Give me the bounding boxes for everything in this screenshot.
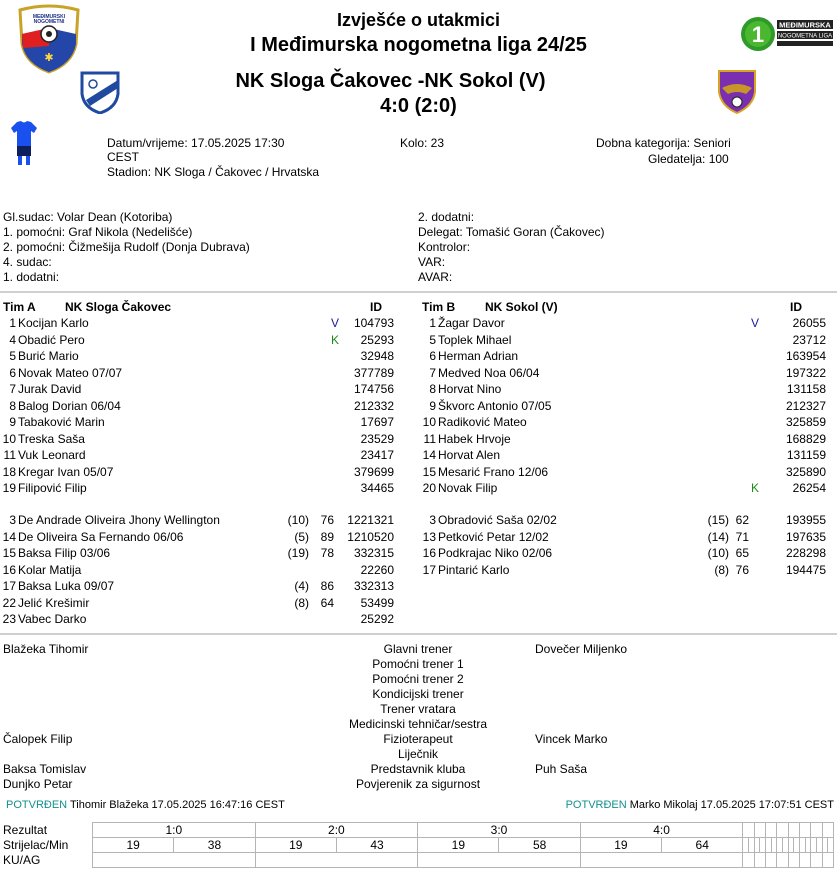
goal-kuag-cell [811, 853, 822, 868]
goal-score-cell [754, 823, 765, 838]
player-name: Novak Filip [438, 481, 498, 495]
player-number: 23 [2, 612, 16, 626]
player-name: Baksa Luka 09/07 [18, 579, 115, 593]
confirmed-by: Marko Mikolaj 17.05.2025 17:07:51 CEST [629, 799, 834, 811]
substitution-minute: 71 [735, 529, 749, 544]
match-timezone: CEST [107, 150, 140, 164]
player-row [414, 348, 824, 365]
player-row [414, 332, 824, 349]
player-number: 17 [422, 562, 436, 577]
player-name: Petković Petar 12/02 [438, 529, 549, 544]
goal-kuag-cell [799, 853, 810, 868]
player-row [0, 447, 404, 464]
player-id: 23417 [360, 448, 394, 462]
player-row [414, 480, 824, 497]
goal-score-cell [766, 823, 777, 838]
player-row [0, 611, 404, 628]
teamA-name: NK Sloga Čakovec [65, 300, 172, 314]
player-row [414, 562, 824, 579]
player-name: Jurak David [18, 382, 82, 396]
player-row [414, 431, 824, 448]
substitution-minute: 65 [735, 546, 749, 560]
goal-minute-cell: 64 [662, 838, 743, 853]
player-name: Mesarić Frano 12/06 [438, 464, 549, 479]
player-row [0, 562, 404, 579]
teamB-label: Tim B [422, 300, 456, 314]
goal-kuag-cell [93, 853, 256, 868]
player-id: 332315 [353, 546, 394, 560]
goal-score-cell: 4:0 [580, 823, 743, 838]
player-number: 10 [2, 431, 16, 446]
goals-grid [92, 822, 834, 868]
player-id: 26254 [792, 481, 826, 495]
replaced-player-number: (19) [287, 546, 309, 560]
goal-kuag-cell [580, 853, 743, 868]
player-row [0, 480, 404, 497]
player-number: 4 [9, 332, 16, 347]
player-number: 14 [2, 529, 16, 544]
player-id: 1210520 [347, 529, 394, 544]
staff-role-label: Medicinski tehničar/sestra [348, 717, 488, 731]
official-additional-1: 1. dodatni: [3, 270, 60, 284]
player-id: 23712 [792, 332, 826, 347]
player-name: De Andrade Oliveira Jhony Wellington [18, 513, 220, 527]
staff-teamB-member: Dovečer Miljenko [535, 642, 628, 656]
player-row [0, 365, 404, 382]
player-id: 17697 [360, 415, 394, 429]
player-row [414, 365, 824, 382]
staff-role-label: Kondicijski trener [372, 687, 464, 701]
player-name: Kolar Matija [18, 562, 82, 577]
player-id: 193955 [785, 513, 826, 527]
captain-mark: K [331, 332, 340, 347]
player-row [414, 398, 824, 415]
player-number: 11 [423, 431, 436, 446]
official-fourth: 4. sudac: [3, 255, 52, 269]
player-id: 26055 [792, 316, 826, 330]
player-number: 13 [422, 529, 436, 544]
player-name: Jelić Krešimir [18, 595, 90, 610]
player-name: Kregar Ivan 05/07 [18, 464, 114, 479]
confirmation-left [6, 799, 285, 811]
replaced-player-number: (10) [287, 513, 309, 527]
staff-role-label: Trener vratara [380, 702, 456, 716]
staff-role-label: Pomoćni trener 2 [372, 672, 464, 686]
player-name: Horvat Nino [438, 382, 502, 396]
player-name: Herman Adrian [438, 349, 519, 363]
goal-scorer-cell: 19 [93, 838, 174, 853]
substitution-minute: 89 [320, 529, 334, 544]
player-id: 194475 [785, 562, 826, 577]
player-row [0, 595, 404, 612]
player-row [0, 315, 404, 332]
official-main-referee: Gl.sudac: Volar Dean (Kotoriba) [3, 210, 173, 224]
player-id: 22260 [360, 562, 394, 577]
player-row [0, 431, 404, 448]
goal-kuag-cell [777, 853, 788, 868]
replaced-player-number: (4) [294, 579, 309, 593]
player-id: 228298 [785, 546, 826, 560]
goal-minute-cell [828, 838, 834, 853]
home-kit-icon [10, 120, 38, 166]
goal-scorer-cell: 19 [418, 838, 499, 853]
official-assistant-1: 1. pomoćni: Graf Nikola (Nedelišće) [3, 225, 193, 239]
player-id: 212332 [353, 398, 394, 413]
player-number: 11 [3, 448, 16, 462]
player-number: 19 [2, 481, 16, 495]
goal-kuag-cell [822, 853, 833, 868]
goal-score-cell [799, 823, 810, 838]
divider [0, 633, 837, 635]
player-number: 16 [2, 562, 16, 577]
staff-teamB-member: Vincek Marko [535, 732, 608, 746]
player-id: 25293 [360, 332, 394, 347]
player-id: 163954 [785, 349, 826, 363]
player-number: 8 [429, 382, 436, 396]
player-id: 212327 [785, 398, 826, 413]
player-number: 9 [9, 415, 16, 429]
player-id: 174756 [353, 382, 394, 396]
player-row [0, 414, 404, 431]
goal-scorer-cell: 19 [580, 838, 661, 853]
player-number: 18 [2, 464, 16, 479]
player-name: Radiković Mateo [438, 415, 527, 429]
player-number: 14 [422, 448, 436, 462]
player-number: 1 [429, 316, 436, 330]
player-id: 131158 [786, 382, 826, 396]
staff-teamB-member: Puh Saša [535, 762, 588, 776]
report-title: Izvješće o utakmici [336, 10, 501, 30]
official-controller: Kontrolor: [418, 240, 471, 254]
official-delegate: Delegat: Tomašić Goran (Čakovec) [418, 225, 605, 239]
player-id: 197322 [785, 365, 826, 380]
svg-text:MEĐIMURSKI: MEĐIMURSKI [32, 14, 66, 20]
staff-role-label: Glavni trener [383, 642, 453, 656]
player-name: De Oliveira Sa Fernando 06/06 [18, 529, 184, 544]
staff-role-label: Povjerenik za sigurnost [355, 777, 481, 791]
player-name: Obadić Pero [18, 332, 85, 347]
player-id: 34465 [360, 481, 394, 495]
goal-kuag-cell [788, 853, 799, 868]
player-number: 15 [422, 464, 436, 479]
teamA-label: Tim A [3, 300, 36, 314]
player-number: 7 [9, 382, 16, 396]
teamB-id-header: ID [790, 300, 802, 314]
player-id: 168829 [785, 431, 826, 446]
player-number: 20 [422, 481, 436, 495]
svg-text:1: 1 [751, 22, 765, 47]
player-id: 32948 [360, 349, 394, 363]
match-title: NK Sloga Čakovec -NK Sokol (V) [235, 70, 546, 92]
replaced-player-number: (8) [714, 562, 729, 577]
player-name: Podkrajac Niko 02/06 [438, 546, 553, 560]
player-id: 23529 [360, 431, 394, 446]
player-name: Filipović Filip [18, 481, 87, 495]
player-row [0, 578, 404, 595]
player-name: Treska Saša [18, 431, 85, 446]
player-name: Medved Noa 06/04 [438, 365, 540, 380]
player-id: 1221321 [347, 513, 394, 527]
player-number: 8 [9, 398, 16, 413]
player-number: 6 [429, 349, 436, 363]
staff-role-label: Pomoćni trener 1 [372, 657, 464, 671]
divider [0, 291, 837, 293]
player-id: 379699 [353, 464, 394, 479]
player-id: 197635 [785, 529, 826, 544]
player-number: 1 [9, 316, 16, 330]
goal-score-cell [777, 823, 788, 838]
player-name: Vabec Darko [18, 612, 87, 626]
goal-kuag-cell [766, 853, 777, 868]
goal-score-cell [743, 823, 754, 838]
player-row [0, 529, 404, 546]
replaced-player-number: (5) [294, 529, 309, 544]
player-row [414, 447, 824, 464]
goals-row-label-result: Rezultat [3, 823, 48, 837]
player-number: 5 [429, 332, 436, 347]
player-row [0, 332, 404, 349]
official-additional-2: 2. dodatni: [418, 210, 475, 224]
substitution-minute: 78 [320, 546, 334, 560]
staff-role-label: Fizioterapeut [383, 732, 453, 746]
player-number: 7 [429, 365, 436, 380]
teamB-name: NK Sokol (V) [485, 300, 558, 314]
player-id: 131159 [786, 448, 826, 462]
player-id: 25292 [360, 612, 394, 626]
player-number: 5 [9, 349, 16, 363]
goal-score-cell [822, 823, 833, 838]
player-number: 16 [422, 546, 436, 560]
player-row [414, 315, 824, 332]
substitution-minute: 86 [320, 579, 334, 593]
svg-text:✱: ✱ [44, 52, 54, 64]
player-name: Žagar Davor [438, 316, 505, 330]
goals-row-label-scorer: Strijelac/Min [3, 838, 69, 852]
player-id: 104793 [353, 316, 394, 330]
player-row [414, 545, 824, 562]
confirmation-right [566, 799, 834, 811]
player-row [0, 398, 404, 415]
match-round: Kolo: 23 [400, 136, 445, 150]
substitution-minute: 76 [735, 562, 749, 577]
player-row [0, 545, 404, 562]
goal-minute-cell: 38 [174, 838, 255, 853]
player-row [0, 381, 404, 398]
goals-row-label-kuag: KU/AG [3, 853, 41, 867]
player-number: 15 [2, 546, 16, 560]
player-name: Obradović Saša 02/02 [438, 513, 557, 527]
player-name: Toplek Mihael [438, 332, 512, 347]
goal-score-cell: 2:0 [255, 823, 418, 838]
goals-result-row [93, 823, 834, 838]
captain-mark: K [751, 481, 760, 495]
player-name: Vuk Leonard [18, 448, 86, 462]
player-name: Novak Mateo 07/07 [18, 365, 123, 380]
age-category: Dobna kategorija: Seniori [596, 136, 731, 150]
player-number: 22 [2, 595, 16, 610]
player-name: Kocijan Karlo [18, 316, 89, 330]
teamA-id-header: ID [370, 300, 382, 314]
goal-score-cell: 1:0 [93, 823, 256, 838]
player-name: Škvorc Antonio 07/05 [438, 398, 552, 413]
player-id: 377789 [353, 365, 394, 380]
staff-role-label: Predstavnik kluba [370, 762, 466, 776]
player-number: 9 [429, 398, 436, 413]
player-name: Horvat Alen [438, 448, 501, 462]
player-row [414, 464, 824, 481]
player-row [414, 414, 824, 431]
player-id: 325859 [785, 415, 826, 429]
match-stadium: Stadion: NK Sloga / Čakovec / Hrvatska [107, 165, 320, 179]
league-title: I Međimurska nogometna liga 24/25 [250, 34, 587, 56]
official-avar: AVAR: [418, 270, 453, 284]
attendance: Gledatelja: 100 [648, 152, 729, 166]
match-score: 4:0 (2:0) [380, 95, 457, 117]
player-id: 53499 [360, 595, 394, 610]
svg-text:NOGOMETNI: NOGOMETNI [33, 19, 65, 25]
goal-scorer-cell: 19 [255, 838, 336, 853]
player-name: Tabaković Marin [18, 415, 105, 429]
goal-kuag-cell [418, 853, 581, 868]
svg-text:MEĐIMURSKA: MEĐIMURSKA [779, 20, 831, 30]
player-name: Baksa Filip 03/06 [18, 546, 111, 560]
player-row [414, 381, 824, 398]
confirmed-by: Tihomir Blažeka 17.05.2025 16:47:16 CEST [69, 799, 285, 811]
goalkeeper-mark: V [751, 316, 760, 330]
goal-score-cell [811, 823, 822, 838]
goalkeeper-mark: V [331, 316, 340, 330]
player-row [414, 512, 824, 529]
replaced-player-number: (15) [707, 513, 729, 527]
player-id: 332313 [353, 579, 394, 593]
substitution-minute: 76 [320, 513, 334, 527]
goal-score-cell: 3:0 [418, 823, 581, 838]
replaced-player-number: (8) [294, 595, 309, 610]
goal-minute-cell: 43 [336, 838, 417, 853]
official-assistant-2: 2. pomoćni: Čižmešija Rudolf (Donja Dubrava) [3, 240, 250, 254]
player-number: 3 [429, 513, 436, 527]
replaced-player-number: (10) [707, 546, 729, 560]
player-number: 10 [422, 415, 436, 429]
player-name: Balog Dorian 06/04 [18, 398, 121, 413]
goals-kuag-row [93, 853, 834, 868]
player-name: Pintarić Karlo [438, 562, 510, 577]
staff-teamA-member: Blažeka Tihomir [3, 642, 89, 656]
replaced-player-number: (14) [707, 529, 729, 544]
staff-teamA-member: Baksa Tomislav [3, 762, 87, 776]
confirmed-status: POTVRĐEN [565, 799, 627, 811]
goal-kuag-cell [743, 853, 754, 868]
goal-minute-cell: 58 [499, 838, 580, 853]
player-row [0, 464, 404, 481]
staff-teamA-member: Dunjko Petar [3, 777, 73, 791]
official-var: VAR: [418, 255, 446, 269]
player-row [414, 529, 824, 546]
player-number: 17 [2, 579, 16, 593]
goal-kuag-cell [255, 853, 418, 868]
player-row [0, 512, 404, 529]
player-number: 6 [9, 365, 16, 380]
player-name: Habek Hrvoje [438, 431, 511, 446]
staff-teamA-member: Čalopek Filip [3, 732, 73, 746]
substitution-minute: 64 [320, 595, 334, 610]
goal-score-cell [788, 823, 799, 838]
player-row [0, 348, 404, 365]
staff-role-label: Liječnik [397, 747, 439, 761]
player-number: 3 [9, 513, 16, 527]
svg-text:NOGOMETNA LIGA: NOGOMETNA LIGA [777, 33, 833, 40]
match-datetime: Datum/vrijeme: 17.05.2025 17:30 [107, 136, 285, 150]
confirmed-status: POTVRĐEN [6, 799, 68, 811]
player-id: 325890 [785, 464, 826, 479]
goals-scorer-row [93, 838, 834, 853]
goal-kuag-cell [754, 853, 765, 868]
substitution-minute: 62 [735, 513, 749, 527]
player-name: Burić Mario [18, 349, 79, 363]
